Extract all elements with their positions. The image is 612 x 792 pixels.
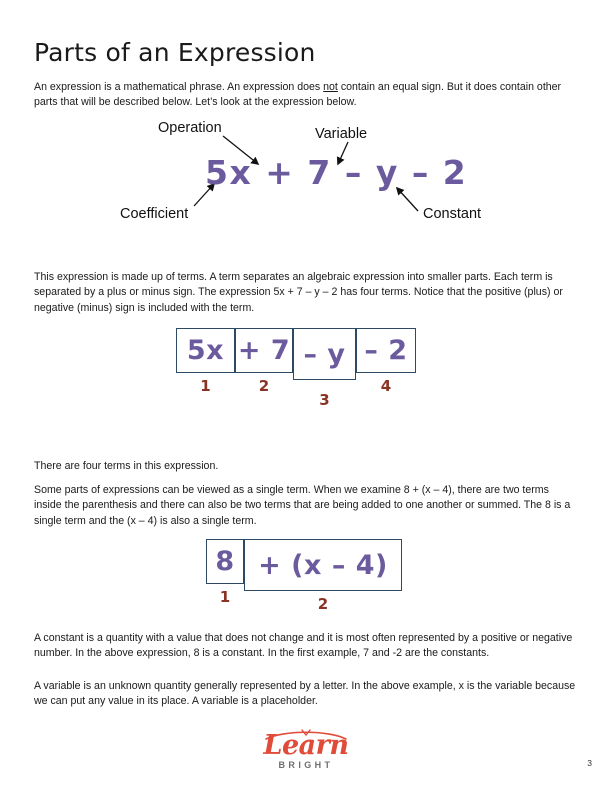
page-number: 3 bbox=[587, 758, 592, 768]
paragraph-variable: A variable is an unknown quantity generally represented by a letter. In the above example, x is the variable because we can put any value in its place. A variable is a placeholder. bbox=[34, 680, 576, 708]
paragraph-constant: A constant is a quantity with a value that does not change and it is most often represented by a positive or negative number. In the above expression, 8 is a constant. In the first example, 7 and -2 are the constants. bbox=[34, 632, 573, 660]
figure-two-terms bbox=[206, 539, 402, 613]
paragraph-intro-part-a: An expression is a mathematical phrase. An expression does bbox=[34, 81, 324, 93]
term-group bbox=[244, 539, 402, 613]
term-number: 1 bbox=[219, 588, 231, 606]
label-constant: Constant bbox=[423, 206, 482, 222]
paragraph-single-term: Some parts of expressions can be viewed as a single term. When we examine 8 + (x – 4), there are two terms inside the parenthesis and there can also be two terms that are being added to one another or summed. The 8 is a single term and the (x – 4) is also a single term. bbox=[34, 484, 571, 527]
label-coefficient: Coefficient bbox=[120, 206, 189, 222]
figure-four-terms bbox=[176, 328, 416, 409]
label-variable: Variable bbox=[315, 126, 368, 142]
term-box: – y bbox=[293, 328, 356, 380]
term-box: 8 bbox=[206, 539, 244, 584]
term-box: + (x – 4) bbox=[244, 539, 402, 591]
logo-swash-icon bbox=[264, 729, 348, 741]
paragraph-intro bbox=[34, 80, 579, 111]
page-title: Parts of an Expression bbox=[34, 38, 316, 67]
term-number: 4 bbox=[380, 377, 392, 395]
figure-labeled-expression bbox=[110, 118, 520, 236]
paragraph-intro-part-b: contain an equal sign. But it does contain other parts that will be described below. Let’s look at the expression below. bbox=[34, 81, 562, 109]
paragraph-intro-emphasis: not bbox=[323, 81, 338, 93]
term-group bbox=[235, 328, 293, 395]
term-group bbox=[206, 539, 244, 606]
term-group bbox=[293, 328, 356, 409]
term-box: 5x bbox=[176, 328, 235, 373]
term-group bbox=[176, 328, 235, 395]
term-number: 3 bbox=[319, 391, 330, 409]
term-box: – 2 bbox=[356, 328, 416, 373]
expression-text: 5x + 7 – y – 2 bbox=[205, 153, 468, 192]
term-group bbox=[356, 328, 416, 395]
term-number: 1 bbox=[200, 377, 211, 395]
footer-logo bbox=[0, 730, 612, 773]
logo-subtitle: BRIGHT bbox=[278, 760, 334, 770]
term-number: 2 bbox=[258, 377, 270, 395]
paragraph-four-terms: There are four terms in this expression. bbox=[34, 460, 219, 472]
label-operation: Operation bbox=[158, 120, 222, 136]
paragraph-terms: This expression is made up of terms. A term separates an algebraic expression into smaller parts. Each term is separated by a plus or minus sign. The expression 5x + 7 – y – 2 has four terms. Notice that the positive (plus) or negative (minus) sign is included with the term. bbox=[34, 271, 563, 314]
term-number: 2 bbox=[317, 595, 329, 613]
term-box: + 7 bbox=[235, 328, 293, 373]
logo-wordmark: Learn bbox=[263, 730, 349, 761]
